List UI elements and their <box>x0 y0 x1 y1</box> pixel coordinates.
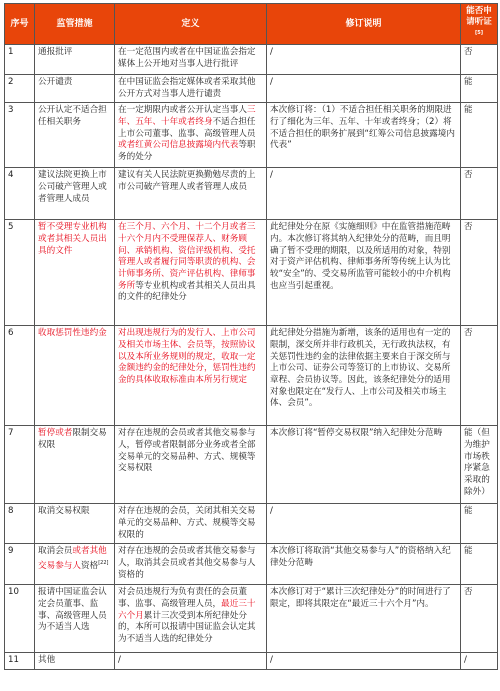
revision-note-text: / <box>270 655 273 666</box>
hearing-cell: 否 <box>461 585 498 653</box>
measure-text: 收取惩罚性违约金 <box>38 328 107 339</box>
definition-text: 对存在违规的会员，关闭其相关交易单元的交易品种、方式、规模等交易权限的 <box>118 506 256 540</box>
revision-note-text: / <box>270 170 273 181</box>
definition-cell <box>115 544 267 585</box>
revision-note-text: 本次修订将“暂停交易权限”纳入纪律处分范畴 <box>270 428 443 439</box>
definition-cell <box>115 326 267 426</box>
measure-cell <box>35 653 115 670</box>
definition-text: 等职务的处分 <box>118 140 256 163</box>
revision-note-cell <box>267 585 461 653</box>
definition-text: 对存在违规的会员或者其他交易参与人，暂停或者限制部分业务或者全部交易单元的交易品种、方式、规模等交易权限 <box>118 428 256 474</box>
table-row <box>5 220 498 326</box>
row-number: 2 <box>5 74 35 102</box>
measure-cell <box>35 103 115 168</box>
header-hearing-footnote: [5] <box>474 30 484 36</box>
definition-cell <box>115 585 267 653</box>
definition-cell <box>115 220 267 326</box>
revision-note-text: 本次修订将：（1）不适合担任相关职务的期限进行了细化为三年、五年、十年或者终身；（2）将不适合担任的职务扩展到“红筹公司信息披露境内代表” <box>270 105 455 151</box>
definition-text: 对会员违规行为负有责任的会员董事、监事、高级管理人员， <box>118 587 247 610</box>
row-number: 11 <box>5 653 35 670</box>
definition-cell <box>115 44 267 74</box>
definition-text: 不适合担任上市公司董事、监事、高级管理人员 <box>118 116 256 139</box>
table-header-row <box>5 4 498 45</box>
table-row <box>5 653 498 670</box>
definition-text: 或者红黄公司信息披露境内代表 <box>118 140 239 151</box>
revision-note-text: 本次修订对于“累计三次纪律处分”的时间进行了限定，即将其限定在“最近三十六个月”内。 <box>270 587 451 610</box>
hearing-cell: 否 <box>461 220 498 326</box>
definition-text: 在中国证监会指定媒体或者采取其他公开方式对当事人进行谴责 <box>118 76 256 99</box>
revision-note-cell <box>267 426 461 504</box>
definition-cell <box>115 74 267 102</box>
definition-text: 建议有关人民法院更换勤勉尽责的上市公司破产管理人或者管理人成员 <box>118 170 256 192</box>
row-number: 7 <box>5 426 35 504</box>
measure-text: 取消交易权限 <box>38 506 90 517</box>
definition-text: 在一定期限内 <box>118 105 170 116</box>
revision-note-text: 此纪律处分在原《实施细则》中在监管措施范畴内。本次修订将其纳入纪律处分的范畴，而且明确了暂不受理的期限，以及所适用的对象，特别对于资产评估机构、律师事务所等传统上认为比较“安全”的、受交易所监管可能较小的中介机构也应当引起重视。 <box>270 222 451 291</box>
hearing-cell: 能 <box>461 504 498 544</box>
measure-text: 或者其他交易参与人 <box>38 546 107 571</box>
header-num: 序号 <box>5 4 35 45</box>
definition-cell <box>115 653 267 670</box>
definition-text: 在一定范围内或者在中国证监会指定媒体上公开地对当事人进行批评 <box>118 46 256 69</box>
measure-cell <box>35 585 115 653</box>
row-number: 4 <box>5 168 35 220</box>
definition-text: 三年、五年、十年或者终身 <box>118 105 256 127</box>
revision-note-cell <box>267 544 461 585</box>
revision-note-cell <box>267 44 461 74</box>
revision-note-cell <box>267 653 461 670</box>
measure-cell <box>35 326 115 426</box>
table-row <box>5 168 498 220</box>
row-number: 5 <box>5 220 35 326</box>
table-row <box>5 326 498 426</box>
hearing-cell: 能 <box>461 103 498 168</box>
definition-text: / <box>118 655 121 666</box>
table-row <box>5 504 498 544</box>
hearing-cell: 能（但为维护市场秩序紧急采取的除外） <box>461 426 498 504</box>
measure-cell <box>35 74 115 102</box>
definition-text: 或者 <box>169 105 187 116</box>
revision-note-cell <box>267 504 461 544</box>
header-hearing-label: 能否申请听证 <box>466 6 492 27</box>
measure-cell <box>35 220 115 326</box>
definition-text: 最近三十六个月 <box>118 599 256 621</box>
measure-text: 限制交易权限 <box>38 428 107 450</box>
measure-text: 通报批评 <box>38 46 73 57</box>
definition-cell <box>115 168 267 220</box>
table-row <box>5 103 498 168</box>
hearing-cell: 能 <box>461 74 498 102</box>
measure-text: 其他 <box>38 655 56 666</box>
measure-text: 建议法院更换上市公司破产管理人或者管理人成员 <box>38 170 107 204</box>
hearing-cell: 否 <box>461 326 498 426</box>
measures-table <box>4 3 498 670</box>
measure-cell <box>35 44 115 74</box>
table-row <box>5 74 498 102</box>
row-number: 10 <box>5 585 35 653</box>
row-number: 6 <box>5 326 35 426</box>
definition-text: 公开认定当事人 <box>186 105 247 116</box>
measure-text: 暂不受理专业机构或者其相关人员出具的文件 <box>38 222 107 256</box>
measure-text: 公开谴责 <box>38 76 73 87</box>
measure-text: [22] <box>98 560 109 567</box>
revision-note-cell <box>267 168 461 220</box>
row-number: 9 <box>5 544 35 585</box>
row-number: 1 <box>5 44 35 74</box>
header-measure: 监管措施 <box>35 4 115 45</box>
table-row <box>5 585 498 653</box>
hearing-cell: 能 <box>461 544 498 585</box>
measure-text: 报请中国证监会认定会员董事、监事、高级管理人员为不适当人选 <box>38 587 107 633</box>
revision-note-text: 本次修订将取消“其他交易参与人”的资格纳入纪律处分范畴 <box>270 546 451 569</box>
definition-cell <box>115 426 267 504</box>
measure-cell <box>35 426 115 504</box>
definition-text: 对出现违规行为的发行人、上市公司及相关市场主体、会员等，按照协议以及本所业务规则的规定，收取一定金额违约金的纪律处分，惩罚性违约金的具体收取标准由本所另行规定 <box>118 328 256 386</box>
measure-text: 取消会员 <box>38 546 73 557</box>
header-definition: 定义 <box>115 4 267 45</box>
header-note: 修订说明 <box>267 4 461 45</box>
measure-cell <box>35 168 115 220</box>
revision-note-text: / <box>270 46 273 57</box>
hearing-cell: 否 <box>461 44 498 74</box>
table-row <box>5 544 498 585</box>
revision-note-cell <box>267 74 461 102</box>
revision-note-text: / <box>270 506 273 517</box>
measure-cell <box>35 544 115 585</box>
hearing-cell: / <box>461 653 498 670</box>
row-number: 3 <box>5 103 35 168</box>
revision-note-text: / <box>270 76 273 87</box>
definition-cell <box>115 504 267 544</box>
revision-note-text: 此纪律处分措施为新增，该条的适用也有一定的限制，深交所并非行政机关，无行政执法权，有关惩罚性违约金的法律依据主要来自于深交所与上市公司、证券公司等签订的上市协议、交易所章程、会员协议等。因此，该条纪律处分的适用对象也限定在“发行人、上市公司及相关市场主体、会员”。 <box>270 328 451 409</box>
table-body <box>5 44 498 669</box>
revision-note-cell <box>267 326 461 426</box>
measure-text: 公开认定不适合担任相关职务 <box>38 105 107 127</box>
row-number: 8 <box>5 504 35 544</box>
table-row <box>5 426 498 504</box>
header-hearing <box>461 4 498 45</box>
definition-text: 在三个月、六个月、十二个月或者三十六个月内不受理保荐人、财务顾问、承销机构、资信评级机构、受托管理人或者履行同等职责的机构、会计师事务所、资产评估机构、律师事务所 <box>118 222 256 291</box>
measure-text: 资格 <box>80 560 99 571</box>
measure-text: 暂停或者 <box>38 428 73 439</box>
revision-note-cell <box>267 103 461 168</box>
definition-text: 累计三次受到本所纪律处分的，本所可以报请中国证监会认定其为不适当人选的纪律处分 <box>118 610 256 645</box>
table-row <box>5 44 498 74</box>
measure-cell <box>35 504 115 544</box>
definition-text: 等专业机构或者其相关人员出具的文件的纪律处分 <box>118 280 256 303</box>
revision-note-cell <box>267 220 461 326</box>
hearing-cell: 否 <box>461 168 498 220</box>
definition-text: 对存在违规的会员或者其他交易参与人，取消其会员或者其他交易参与人资格的 <box>118 546 256 580</box>
definition-cell <box>115 103 267 168</box>
